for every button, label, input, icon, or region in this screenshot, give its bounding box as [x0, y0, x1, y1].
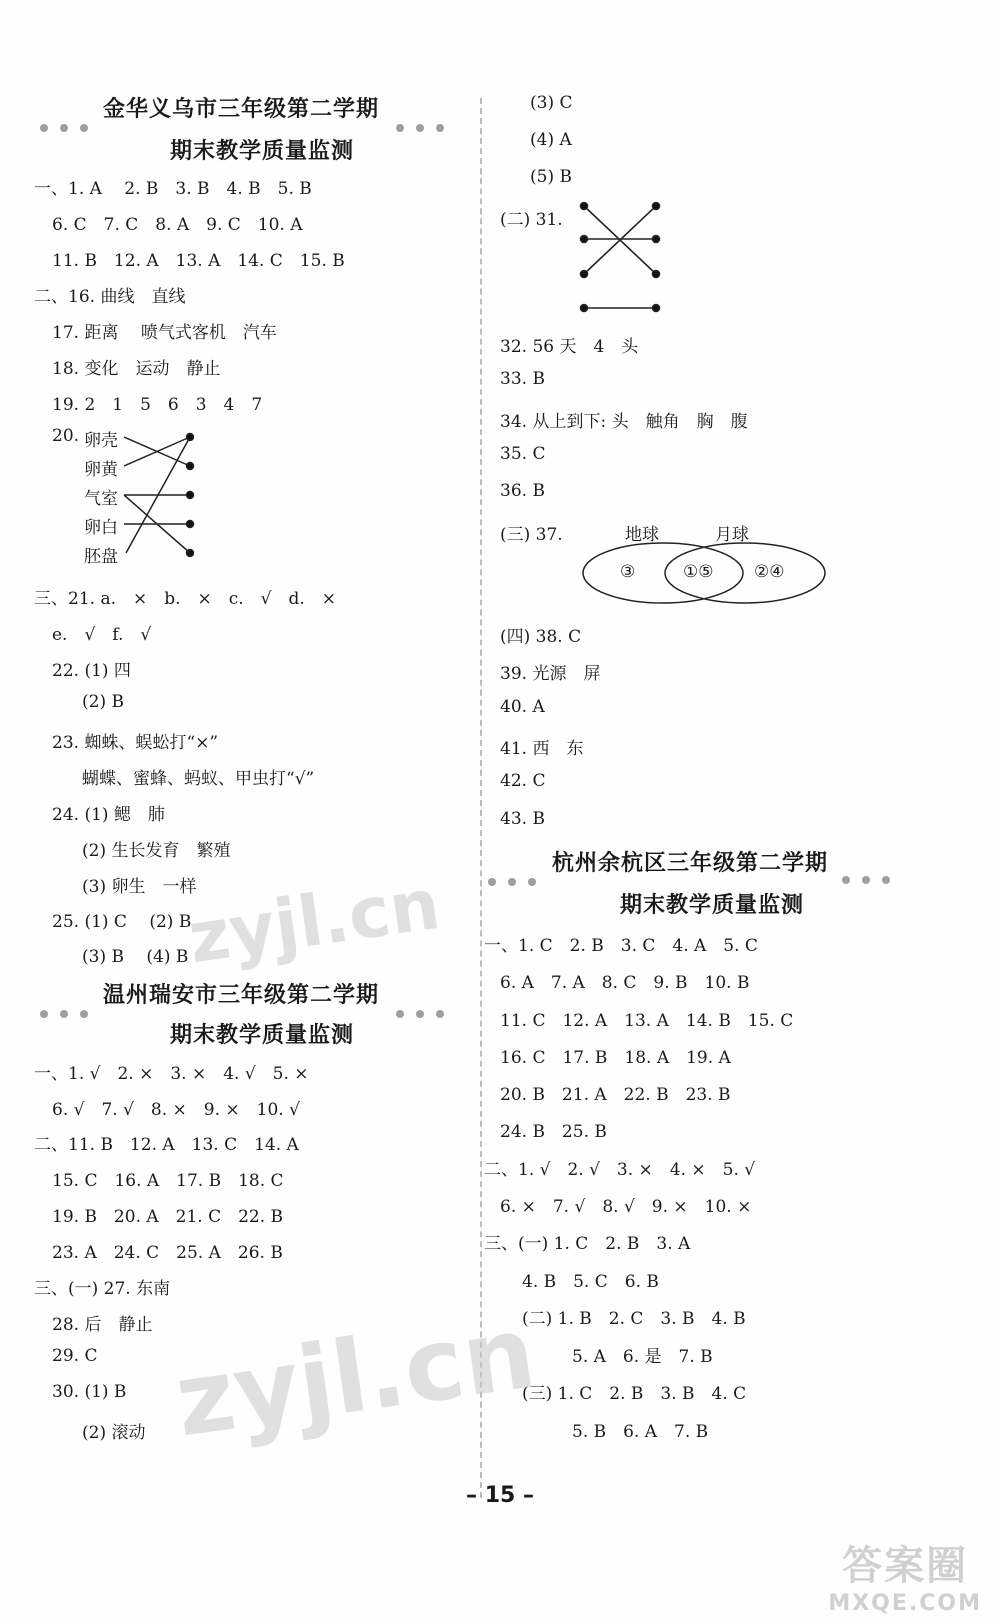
answer-line: 6. √ 7. √ 8. × 9. × 10. √	[52, 1100, 300, 1120]
answer-line: 一、1. √ 2. × 3. × 4. √ 5. ×	[34, 1064, 309, 1084]
answer-line: 20. B 21. A 22. B 23. B	[500, 1085, 731, 1105]
answer-line: 43. B	[500, 809, 545, 829]
answer-line: 三、(一) 1. C 2. B 3. A	[484, 1234, 691, 1254]
answer-line: 29. C	[52, 1346, 98, 1366]
answer-line: 二、1. √ 2. √ 3. × 4. × 5. √	[484, 1160, 756, 1180]
answer-line: 22. (1) 四	[52, 661, 131, 681]
answer-line: 15. C 16. A 17. B 18. C	[52, 1171, 284, 1191]
answer-line: 24. (1) 鳃 肺	[52, 805, 165, 825]
answer-line: 25. (1) C (2) B	[52, 912, 192, 932]
section-subtitle-wenzhou: 期末教学质量监测	[170, 1023, 355, 1048]
answer-line: 三、(一) 27. 东南	[34, 1279, 171, 1299]
answer-line: 6. × 7. √ 8. √ 9. × 10. ×	[500, 1197, 752, 1217]
venn-diagram	[480, 0, 1000, 620]
answer-line: 36. B	[500, 481, 545, 501]
answer-line: 19. 2 1 5 6 3 4 7	[52, 395, 263, 415]
q20-label: 20.	[52, 426, 80, 446]
answer-line: (2) B	[82, 692, 124, 712]
answer-line: 一、1. A 2. B 3. B 4. B 5. B	[34, 179, 312, 199]
answer-line: 41. 西 东	[500, 739, 584, 759]
answer-line: (2) 生长发育 繁殖	[82, 841, 231, 861]
answer-line: (4) A	[530, 130, 572, 150]
title-dots-left	[488, 878, 536, 886]
venn-middle-region: ①⑤	[683, 562, 714, 582]
answer-line: 6. A 7. A 8. C 9. B 10. B	[500, 973, 750, 993]
answer-line: (三) 1. C 2. B 3. B 4. C	[522, 1384, 747, 1404]
answer-line: 23. 蜘蛛、蜈蚣打“×”	[52, 733, 219, 753]
venn-right-region: ②④	[754, 562, 785, 582]
answer-line: 19. B 20. A 21. C 22. B	[52, 1207, 284, 1227]
answer-line: 35. C	[500, 444, 546, 464]
q20-matching-lines	[0, 0, 480, 600]
logo-domain: MXQE.COM	[828, 1591, 982, 1616]
answer-line: 11. C 12. A 13. A 14. B 15. C	[500, 1011, 794, 1031]
answer-line: 5. B 6. A 7. B	[572, 1422, 709, 1442]
answer-line: (3) 卵生 一样	[82, 877, 197, 897]
answer-line: (四) 38. C	[500, 627, 582, 647]
answer-line: 蝴蝶、蜜蜂、蚂蚁、甲虫打“√”	[82, 769, 315, 789]
answer-line: (二) 1. B 2. C 3. B 4. B	[522, 1309, 746, 1329]
q20-item: 气室	[84, 489, 118, 509]
answer-line: 33. B	[500, 369, 545, 389]
venn-left-region: ③	[620, 562, 636, 582]
title-dots-right	[842, 876, 890, 884]
answer-line: 39. 光源 屏	[500, 664, 601, 684]
site-logo	[828, 1534, 982, 1616]
answer-line: (2) 滚动	[82, 1423, 146, 1443]
section-subtitle-hangzhou: 期末教学质量监测	[620, 893, 805, 918]
answer-line: 6. C 7. C 8. A 9. C 10. A	[52, 215, 303, 235]
logo-text: 答案圈	[842, 1543, 969, 1589]
watermark: zyjl.cn	[168, 1293, 542, 1460]
section-subtitle-jinhua: 期末教学质量监测	[170, 139, 355, 164]
answer-line: 18. 变化 运动 静止	[52, 359, 221, 379]
q20-item: 卵白	[84, 518, 118, 538]
answer-line: (5) B	[530, 167, 572, 187]
answer-line: 34. 从上到下: 头 触角 胸 腹	[500, 412, 748, 432]
answer-line: 4. B 5. C 6. B	[522, 1272, 659, 1292]
answer-line: 28. 后 静止	[52, 1315, 153, 1335]
section-title-wenzhou: 温州瑞安市三年级第二学期	[103, 983, 380, 1008]
answer-line: 40. A	[500, 697, 545, 717]
answer-line: 三、21. a. × b. × c. √ d. ×	[34, 589, 337, 609]
answer-line: 42. C	[500, 771, 546, 791]
q31-label: (二) 31.	[500, 210, 563, 230]
answer-line: e. √ f. √	[52, 625, 152, 645]
answer-line: 17. 距离 喷气式客机 汽车	[52, 323, 277, 343]
answer-line: 30. (1) B	[52, 1382, 127, 1402]
answer-line: 二、16. 曲线 直线	[34, 287, 186, 307]
section-title-jinhua: 金华义乌市三年级第二学期	[103, 97, 380, 122]
answer-line: 一、1. C 2. B 3. C 4. A 5. C	[484, 936, 758, 956]
answer-line: 二、11. B 12. A 13. C 14. A	[34, 1135, 299, 1155]
section-title-hangzhou: 杭州余杭区三年级第二学期	[552, 851, 829, 876]
answer-line: 32. 56 天 4 头	[500, 337, 639, 357]
q20-item: 胚盘	[84, 547, 118, 567]
venn-label-earth: 地球	[625, 525, 659, 545]
answer-line: (3) B (4) B	[82, 947, 189, 967]
venn-label-moon: 月球	[715, 525, 749, 545]
answer-line: 16. C 17. B 18. A 19. A	[500, 1048, 731, 1068]
answer-line: 5. A 6. 是 7. B	[572, 1347, 713, 1367]
watermark: zyjl.cn	[183, 862, 445, 980]
answer-line: (3) C	[530, 93, 573, 113]
q37-label: (三) 37.	[500, 525, 563, 545]
answer-line: 24. B 25. B	[500, 1122, 607, 1142]
answer-line: 23. A 24. C 25. A 26. B	[52, 1243, 283, 1263]
page-number: – 15 –	[466, 1483, 534, 1508]
q20-item: 卵壳	[84, 431, 118, 451]
title-dots-left	[40, 1010, 88, 1018]
answer-line: 11. B 12. A 13. A 14. C 15. B	[52, 251, 345, 271]
title-dots-right	[396, 1010, 444, 1018]
q20-item: 卵黄	[84, 460, 118, 480]
